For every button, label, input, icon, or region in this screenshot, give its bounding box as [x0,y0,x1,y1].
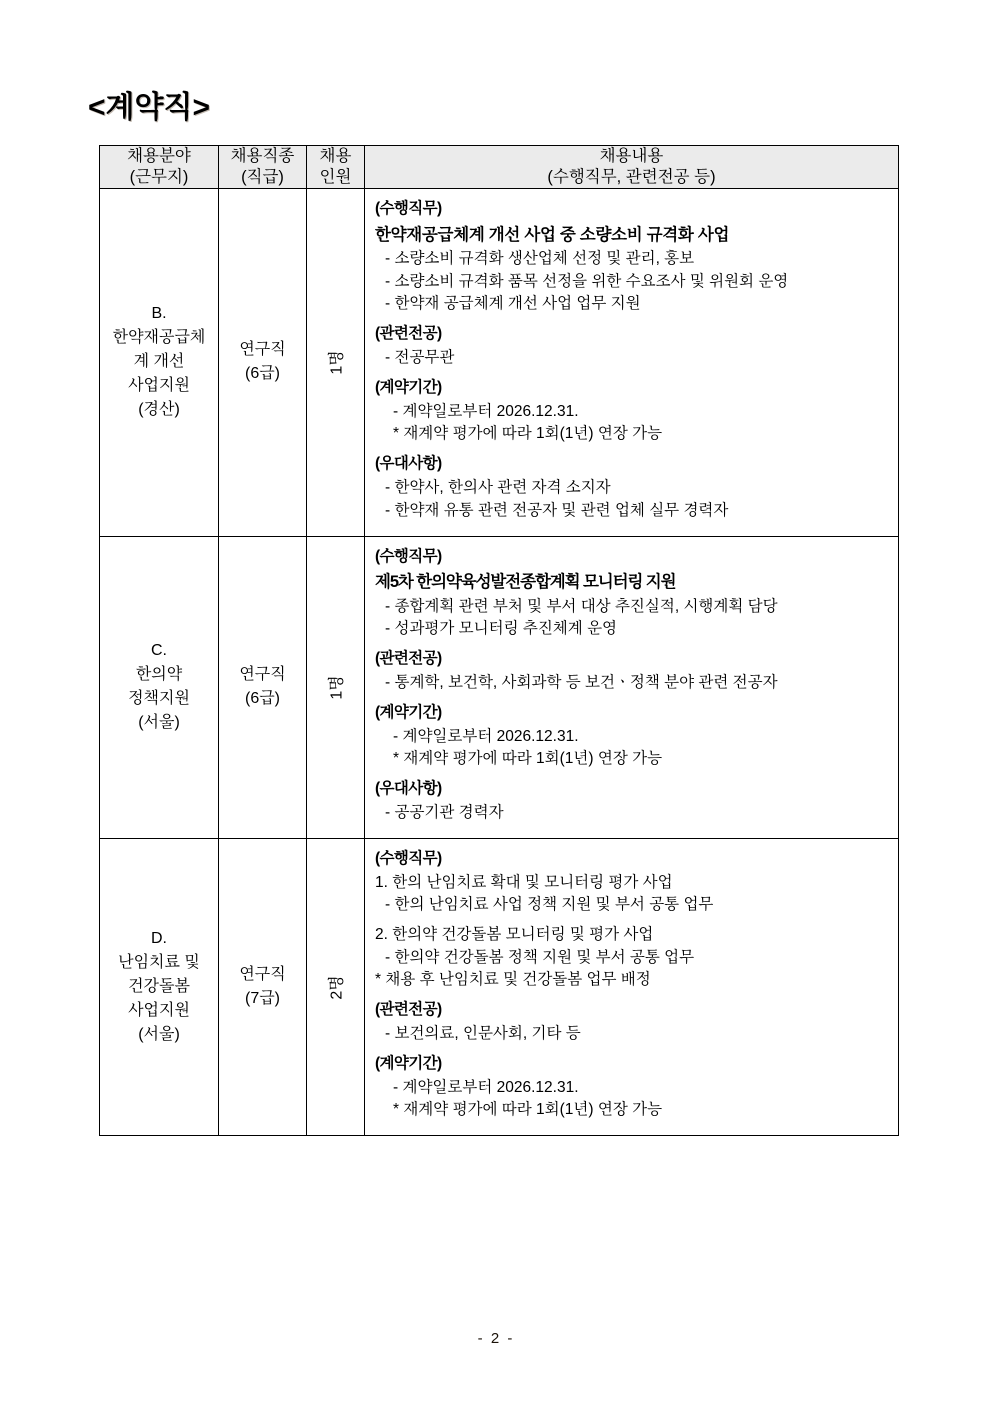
section-list-item: * 재계약 평가에 따라 1회(1년) 연장 가능 [393,1101,663,1119]
cell-recruitment-content [365,189,899,536]
section-heading: (우대사항) [375,780,442,798]
job-type-grade: (7급) [244,990,280,1008]
cell-recruitment-content [365,536,899,838]
column-header-headcount-line2: 인원 [319,168,352,187]
page-number: - 2 - [477,1330,515,1347]
table-row [100,189,899,536]
section-list-item: - 소량소비 규격화 품목 선정을 위한 수요조사 및 위원회 운영 [385,272,789,290]
section-heading: (우대사항) [375,455,442,473]
table-header [100,146,899,189]
content-section [375,649,892,694]
section-heading: (수행직무) [375,850,442,868]
column-header-field-line1: 채용분야 [127,147,191,165]
cell-job-type [219,189,307,536]
cell-headcount [307,839,365,1136]
column-header-jobtype [219,146,307,189]
section-list-item: 1. 한의 난임치료 확대 및 모니터링 평가 사업 [375,873,673,891]
cell-job-type [219,839,307,1136]
field-line: 사업지원 [128,377,190,395]
cell-recruitment-content [365,839,899,1136]
content-section [375,547,892,641]
column-header-content-line1: 채용내용 [599,147,664,165]
section-list-item: - 한약재 유통 관련 전공자 및 관련 업체 실무 경력자 [385,501,729,519]
section-heading: (계약기간) [375,1054,442,1072]
section-heading: (관련전공) [375,650,442,668]
job-type-name: 연구직 [239,341,286,359]
cell-recruitment-field [100,536,219,838]
recruitment-table-wrapper [99,145,898,1136]
section-heading: (수행직무) [375,200,442,218]
content-section [375,925,892,991]
section-list-item: - 전공무관 [385,349,455,367]
section-list-item: - 한의 난임치료 사업 정책 지원 및 부서 공통 업무 [385,896,714,914]
field-line: (서울) [138,1026,180,1044]
field-line: 한의약 [135,666,183,684]
cell-headcount [307,189,365,536]
section-list-item: - 한약사, 한의사 관련 자격 소지자 [385,479,611,497]
field-line: 사업지원 [128,1002,190,1020]
column-header-content [365,146,899,189]
section-list-item: - 통계학, 보건학, 사회과학 등 보건ㆍ정책 분야 관련 전공자 [385,674,778,691]
table-row [100,839,899,1136]
content-section [375,849,892,916]
page-title: <계약직> [88,91,210,124]
recruitment-table [99,145,899,1136]
column-header-field [100,146,219,189]
headcount-value: 1명 [328,675,346,700]
field-line: (경산) [138,401,180,419]
column-header-headcount [307,146,365,189]
column-header-jobtype-line2: (직급) [241,168,284,187]
field-line: (서울) [138,714,180,732]
cell-headcount [307,536,365,838]
section-heading: (수행직무) [375,547,442,565]
field-line: 정책지원 [128,690,190,708]
column-header-content-line2: (수행직무, 관련전공 등) [547,168,716,187]
field-line: 건강돌봄 [128,978,190,996]
content-section [375,779,892,824]
section-list-item: - 계약일로부터 2026.12.31. [393,1078,579,1096]
section-heading: (관련전공) [375,1001,442,1019]
headcount-value: 2명 [328,974,346,1000]
content-section [375,378,892,445]
section-project-title: 한약재공급체계 개선 사업 중 소량소비 규격화 사업 [375,226,730,245]
cell-job-type [219,536,307,838]
table-row [100,536,899,838]
content-section [375,199,892,315]
content-section [375,1054,892,1121]
section-heading: (관련전공) [375,325,442,343]
job-type-name: 연구직 [239,966,286,984]
section-list-item: - 공공기관 경력자 [385,804,504,822]
column-header-headcount-line1: 채용 [319,147,352,165]
section-list-item: * 재계약 평가에 따라 1회(1년) 연장 가능 [393,750,663,768]
section-heading: (계약기간) [375,379,442,397]
cell-recruitment-field [100,839,219,1136]
content-section [375,1000,892,1045]
column-header-field-line2: (근무지) [129,168,189,187]
section-list-item: * 채용 후 난임치료 및 건강돌봄 업무 배정 [375,971,651,989]
content-section [375,454,892,521]
table-body [100,189,899,1136]
section-list-item: - 계약일로부터 2026.12.31. [393,402,579,420]
section-list-item: - 계약일로부터 2026.12.31. [393,727,579,745]
section-heading: (계약기간) [375,703,442,721]
headcount-value: 1명 [328,350,346,375]
job-type-grade: (6급) [244,690,280,708]
field-code: B. [151,305,167,323]
section-list-item: - 종합계획 관련 부처 및 부서 대상 추진실적, 시행계획 담당 [385,597,778,615]
job-type-grade: (6급) [244,365,280,383]
cell-recruitment-field [100,189,219,536]
content-section [375,324,892,369]
section-list-item: - 보건의료, 인문사회, 기타 등 [385,1024,581,1042]
section-list-item: * 재계약 평가에 따라 1회(1년) 연장 가능 [393,425,663,443]
section-list-item: - 한약재 공급체계 개선 사업 업무 지원 [385,295,641,313]
section-list-item: - 소량소비 규격화 생산업체 선정 및 관리, 홍보 [385,250,695,268]
section-list-item: - 성과평가 모니터링 추진체계 운영 [385,620,618,638]
field-code: D. [151,930,167,948]
field-code: C. [151,642,167,660]
job-type-name: 연구직 [239,666,286,684]
field-line: 한약재공급체 [112,329,206,347]
section-project-title: 제5차 한의약육성발전종합계획 모니터링 지원 [375,573,676,592]
field-line: 난임치료 및 [118,954,200,972]
field-line: 계 개선 [133,353,185,371]
column-header-jobtype-line1: 채용직종 [230,147,295,165]
section-list-item: 2. 한의약 건강돌봄 모니터링 및 평가 사업 [375,926,654,944]
content-section [375,703,892,770]
section-list-item: - 한의약 건강돌봄 정책 지원 및 부서 공통 업무 [385,948,695,966]
table-header-row [100,146,899,189]
